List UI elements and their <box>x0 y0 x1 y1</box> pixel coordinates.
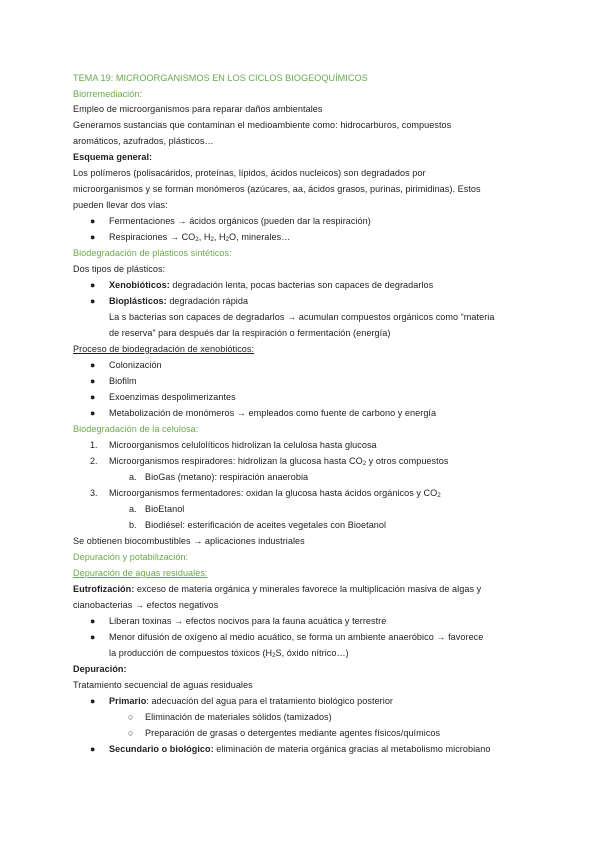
list-item: Eliminación de materiales sólidos (tamizados) <box>145 712 332 722</box>
list-item <box>109 487 441 500</box>
list-item: Biofilm <box>109 376 137 386</box>
bullet-icon: ● <box>90 632 96 642</box>
bullet-icon: ● <box>90 280 96 290</box>
bullet-icon: ● <box>90 360 96 370</box>
text: Microorganismos respiradores: hidrolizan la glucosa hasta CO <box>109 456 363 466</box>
subscript: 2 <box>210 237 214 243</box>
list-item: Metabolización de monómeros → empleados como fuente de carbono y energía <box>109 408 437 418</box>
circle-bullet-icon: ○ <box>128 712 134 722</box>
paragraph: Empleo de microorganismos para reparar daños ambientales <box>73 104 323 114</box>
list-item <box>109 743 490 756</box>
list-number: 1. <box>90 440 98 450</box>
subscript: 2 <box>362 461 367 467</box>
bullet-icon: ● <box>90 616 96 626</box>
heading-depuracion-sub: Depuración: <box>73 664 127 674</box>
subheading-aguas: Depuración de aguas residuales: <box>73 568 208 578</box>
list-number: 3. <box>90 488 98 498</box>
text: Respiraciones → CO <box>109 232 196 242</box>
bullet-icon: ● <box>90 744 96 754</box>
text: O, minerales… <box>229 232 291 242</box>
heading-celulosa: Biodegradación de la celulosa: <box>73 424 199 434</box>
list-item <box>109 695 393 708</box>
text: degradación rápida <box>166 296 249 306</box>
list-item: Microorganismos celulolíticos hidrolizan la celulosa hasta glucosa <box>109 440 377 450</box>
list-item: Fermentaciones → ácidos orgánicos (pueden dar la respiración) <box>109 216 371 226</box>
bullet-icon: ● <box>90 408 96 418</box>
list-item: BioGas (metano): respiración anaerobia <box>145 472 309 482</box>
paragraph: Tratamiento secuencial de aguas residuales <box>73 680 253 690</box>
paragraph: Se obtienen biocombustibles → aplicaciones industriales <box>73 536 305 546</box>
paragraph: Dos tipos de plásticos: <box>73 264 166 274</box>
bullet-icon: ● <box>90 696 96 706</box>
text: S, óxido nítrico…) <box>275 648 349 658</box>
text: degradación lenta, pocas bacterias son capaces de degradarlos <box>169 280 434 290</box>
bullet-icon: ● <box>90 376 96 386</box>
paragraph: Los polímeros (polisacáridos, proteínas, lípidos, ácidos nucleicos) son degradados por <box>73 168 426 178</box>
subscript: 2 <box>272 653 276 659</box>
bullet-icon: ● <box>90 392 96 402</box>
heading-plasticos: Biodegradación de plásticos sintéticos: <box>73 248 232 258</box>
bullet-icon: ● <box>90 232 96 242</box>
list-item: Colonización <box>109 360 162 370</box>
term-label: Secundario o biológico: <box>109 744 214 754</box>
subscript: 2 <box>195 237 199 243</box>
text: y otros compuestos <box>366 456 449 466</box>
list-item <box>109 295 248 308</box>
list-item: Exoenzimas despolimerizantes <box>109 392 236 402</box>
list-item: BioEtanol <box>145 504 185 514</box>
text: Microorganismos fermentadores: oxidan la glucosa hasta ácidos orgánicos y CO <box>109 488 438 498</box>
subscript: 2 <box>225 237 230 243</box>
bullet-icon: ● <box>90 216 96 226</box>
paragraph <box>73 583 481 596</box>
list-letter: a. <box>129 472 137 482</box>
list-item: Menor difusión de oxígeno al medio acuático, se forma un ambiente anaeróbico → favorece <box>109 632 484 642</box>
paragraph: de reserva” para después dar la respiración o fermentación (energía) <box>109 328 391 338</box>
paragraph: microorganismos y se forman monómeros (azúcares, aa, ácidos grasos, purinas, pirimidinas). Estos <box>73 184 481 194</box>
text: : adecuación del agua para el tratamiento biológico posterior <box>146 696 394 706</box>
heading-depuracion: Depuración y potabilización: <box>73 552 189 562</box>
heading-esquema-general: Esquema general: <box>73 152 153 162</box>
subscript: 2 <box>437 493 441 499</box>
term-label: Primario <box>109 696 147 706</box>
list-item <box>109 455 448 468</box>
list-item: Biodiésel: esterificación de aceites vegetales con Bioetanol <box>145 520 387 530</box>
paragraph: pueden llevar dos vías: <box>73 200 168 210</box>
heading-biorremediacion: Biorremediación: <box>73 89 143 99</box>
text: exceso de materia orgánica y minerales favorece la multiplicación masiva de algas y <box>134 584 482 594</box>
text: , H <box>213 232 226 242</box>
paragraph: cianobacterias → efectos negativos <box>73 600 219 610</box>
paragraph: La s bacterias son capaces de degradarlos → acumulan compuestos orgánicos como “materia <box>109 312 495 322</box>
term-label: Xenobióticos: <box>109 280 170 290</box>
page-title: TEMA 19: MICROORGANISMOS EN LOS CICLOS BIOGEOQUÍMICOS <box>73 73 368 83</box>
paragraph: aromáticos, azufrados, plásticos… <box>73 136 214 146</box>
heading-proceso: Proceso de biodegradación de xenobióticos: <box>73 344 255 354</box>
circle-bullet-icon: ○ <box>128 728 134 738</box>
list-letter: a. <box>129 504 137 514</box>
term-label: Eutrofización: <box>73 584 135 594</box>
list-item: Liberan toxinas → efectos nocivos para la fauna acuática y terrestre <box>109 616 387 626</box>
bullet-icon: ● <box>90 296 96 306</box>
list-item <box>109 231 290 244</box>
list-item <box>109 647 349 660</box>
list-item <box>109 279 433 292</box>
text: eliminación de materia orgánica gracias al metabolismo microbiano <box>213 744 491 754</box>
term-label: Bioplásticos: <box>109 296 167 306</box>
text: , H <box>198 232 211 242</box>
list-letter: b. <box>129 520 137 530</box>
list-item: Preparación de grasas o detergentes mediante agentes físicos/químicos <box>145 728 441 738</box>
list-number: 2. <box>90 456 98 466</box>
text: la producción de compuestos tóxicos (H <box>109 648 273 658</box>
paragraph: Generamos sustancias que contaminan el medioambiente como: hidrocarburos, compuestos <box>73 120 452 130</box>
